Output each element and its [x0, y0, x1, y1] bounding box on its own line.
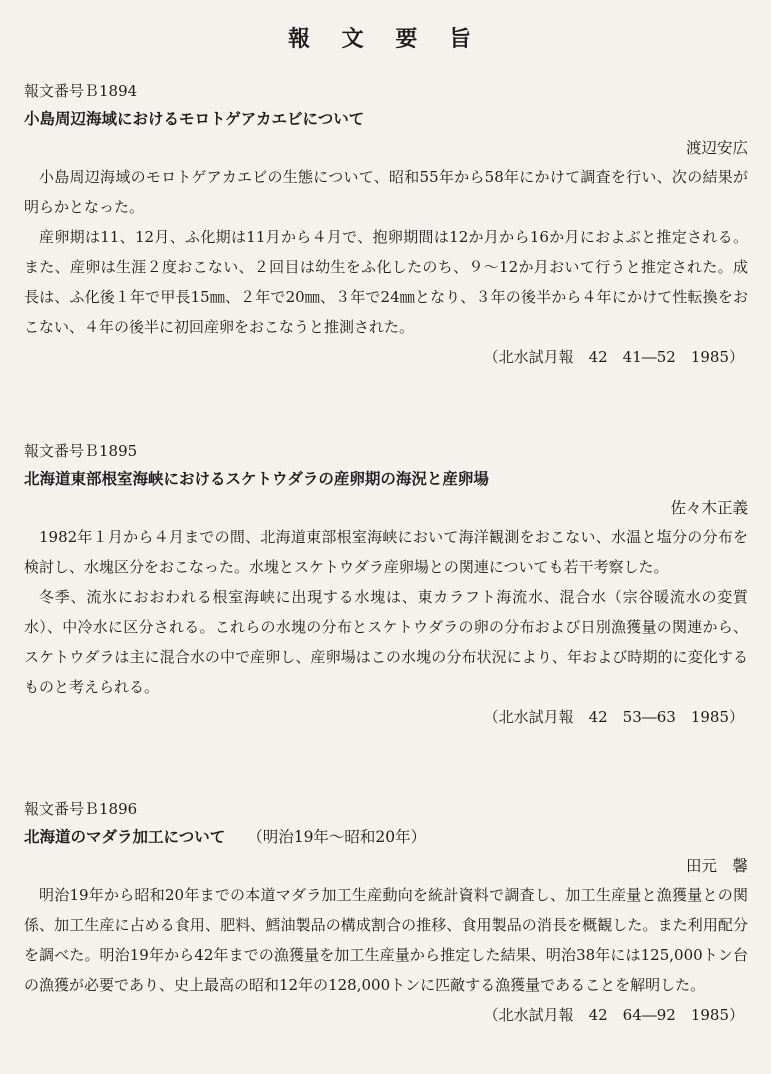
- abstract-title: 小島周辺海域におけるモロトゲアカエビについて: [24, 110, 365, 128]
- author-name: 渡辺安広: [685, 139, 748, 157]
- abstract-b1894: [24, 80, 748, 372]
- abstract-b1896: [24, 798, 748, 1030]
- abstract-paragraph: 明治19年から昭和20年までの本道マダラ加工生産動向を統計資料で調査し、加工生産量と漁獲量との関係、加工生産に占める食用、肥料、鱈油製品の構成割合の推移、食用製品の消長を概観した。また利用配分を調べた。明治19年から42年までの漁獲量を加工生産量から推定した結果、明治38年には125,000トン台の漁獲が必要であり、史上最高の昭和12年の128,000トンに匹敵する漁獲量であることを解明した。: [24, 886, 748, 994]
- page-title: 報 文 要 旨: [288, 26, 483, 52]
- citation: （北水試月報 42 53―63 1985）: [483, 708, 744, 726]
- author-name: 田元 馨: [685, 857, 748, 875]
- author-name: 佐々木正義: [670, 499, 748, 517]
- citation: （北水試月報 42 64―92 1985）: [483, 1006, 744, 1024]
- abstract-title: 北海道のマダラ加工について （明治19年～昭和20年）: [24, 828, 427, 846]
- citation: （北水試月報 42 41―52 1985）: [483, 348, 744, 366]
- abstract-paragraph: 産卵期は11、12月、ふ化期は11月から４月で、抱卵期間は12か月から16か月におよぶと推定される。また、産卵は生涯２度おこない、２回目は幼生をふ化したのち、９～12か月おいて行うと推定された。成長は、ふ化後１年で甲長15㎜、２年で20㎜、３年で24㎜となり、３年の後半から４年にかけて性転換をおこない、４年の後半に初回産卵をおこなうと推測された。: [24, 228, 748, 336]
- abstract-b1895: [24, 440, 748, 732]
- abstract-subtitle: （明治19年～昭和20年）: [247, 828, 427, 846]
- abstract-paragraph: 小島周辺海域のモロトゲアカエビの生態について、昭和55年から58年にかけて調査を行い、次の結果が明らかとなった。: [24, 168, 748, 216]
- report-number: 報文番号Ｂ1894: [24, 82, 138, 100]
- report-number: 報文番号Ｂ1895: [24, 442, 138, 460]
- abstract-paragraph: 冬季、流氷におおわれる根室海峡に出現する水塊は、東カラフト海流水、混合水（宗谷暖流水の変質水）、中冷水に区分される。これらの水塊の分布とスケトウダラの卵の分布および日別漁獲量の関連から、スケトウダラは主に混合水の中で産卵し、産卵場はこの水塊の分布状況により、年および時期的に変化するものと考えられる。: [24, 588, 748, 696]
- abstract-paragraph: 1982年１月から４月までの間、北海道東部根室海峡において海洋観測をおこない、水温と塩分の分布を検討し、水塊区分をおこなった。水塊とスケトウダラ産卵場との関連についても若干考察した。: [24, 528, 748, 576]
- abstract-title: 北海道東部根室海峡におけるスケトウダラの産卵期の海況と産卵場: [24, 470, 489, 488]
- report-number: 報文番号Ｂ1896: [24, 800, 138, 818]
